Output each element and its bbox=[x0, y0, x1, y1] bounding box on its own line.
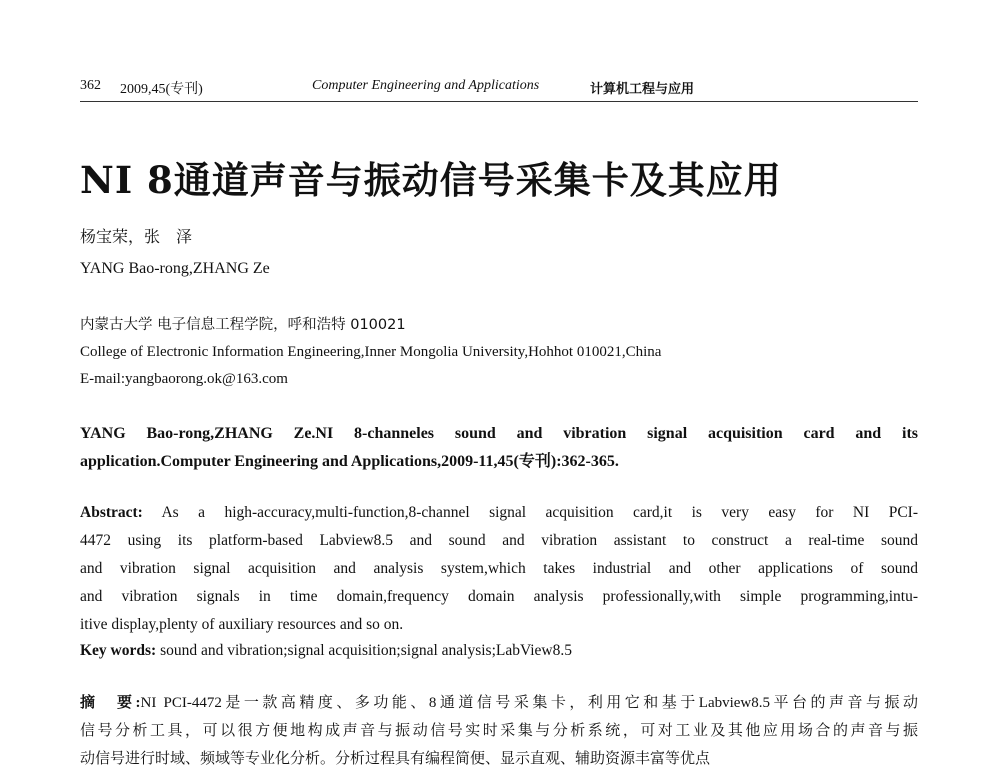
header-rule bbox=[80, 101, 918, 102]
affiliation-cn: 内蒙古大学 电子信息工程学院，呼和浩特 010021 bbox=[80, 317, 406, 333]
running-header bbox=[80, 78, 918, 98]
affiliation-en: College of Electronic Information Engineering,Inner Mongolia University,Hohhot 010021,China bbox=[80, 344, 662, 360]
abstract-text: As a high-accuracy,multi-function,8-channel signal acquisition card,it is very easy for NI PCI- bbox=[161, 504, 919, 521]
citation-line-2: application.Computer Engineering and Applications,2009-11,45(专刊):362-365. bbox=[80, 453, 619, 470]
abstract-line-1 bbox=[80, 499, 918, 527]
cn-abstract-text: NI PCI-4472是一款高精度、多功能、8通道信号采集卡，利用它和基于Labview8.5平台的声音与振动 bbox=[140, 695, 918, 711]
issue: 2009,45(专刊) bbox=[120, 82, 203, 97]
authors-en: YANG Bao-rong,ZHANG Ze bbox=[80, 260, 270, 277]
cn-abstract-line-1 bbox=[80, 690, 918, 718]
email: E-mail:yangbaorong.ok@163.com bbox=[80, 371, 288, 387]
abstract-line-4: and vibration signals in time domain,frequency domain analysis professionally,with simple programming,intu- bbox=[80, 588, 918, 605]
citation-line-1: YANG Bao-rong,ZHANG Ze.NI 8-channeles sound and vibration signal acquisition card and its bbox=[80, 425, 918, 442]
authors-cn: 杨宝荣，张 泽 bbox=[80, 229, 193, 246]
abstract-line-5: itive display,plenty of auxiliary resources and so on. bbox=[80, 616, 404, 633]
keywords bbox=[80, 637, 918, 665]
cn-abstract-line-2: 信号分析工具，可以很方便地构成声音与振动信号实时采集与分析系统，可对工业及其他应用场合的声音与振 bbox=[80, 723, 918, 739]
journal-name-cn: 计算机工程与应用 bbox=[590, 82, 695, 97]
cn-abstract-line-3: 动信号进行时域、频域等专业化分析。分析过程具有编程简便、显示直观、辅助资源丰富等优点 bbox=[80, 751, 711, 767]
abstract-line-2: 4472 using its platform-based Labview8.5 and sound and vibration assistant to construct a real-time sound bbox=[80, 532, 918, 549]
journal-name-en: Computer Engineering and Applications bbox=[312, 78, 540, 93]
keywords-label: Key words: bbox=[80, 642, 157, 659]
page-number: 362 bbox=[80, 78, 101, 93]
paper-title: NI 8通道声音与振动信号采集卡及其应用 bbox=[80, 158, 782, 202]
abstract-line-3: and vibration signal acquisition and analysis system,which takes industrial and other applications of sound bbox=[80, 560, 918, 577]
cn-abstract-label: 摘 要: bbox=[80, 695, 141, 711]
keywords-text: sound and vibration;signal acquisition;signal analysis;LabView8.5 bbox=[160, 642, 572, 659]
abstract-label: Abstract: bbox=[80, 504, 143, 521]
